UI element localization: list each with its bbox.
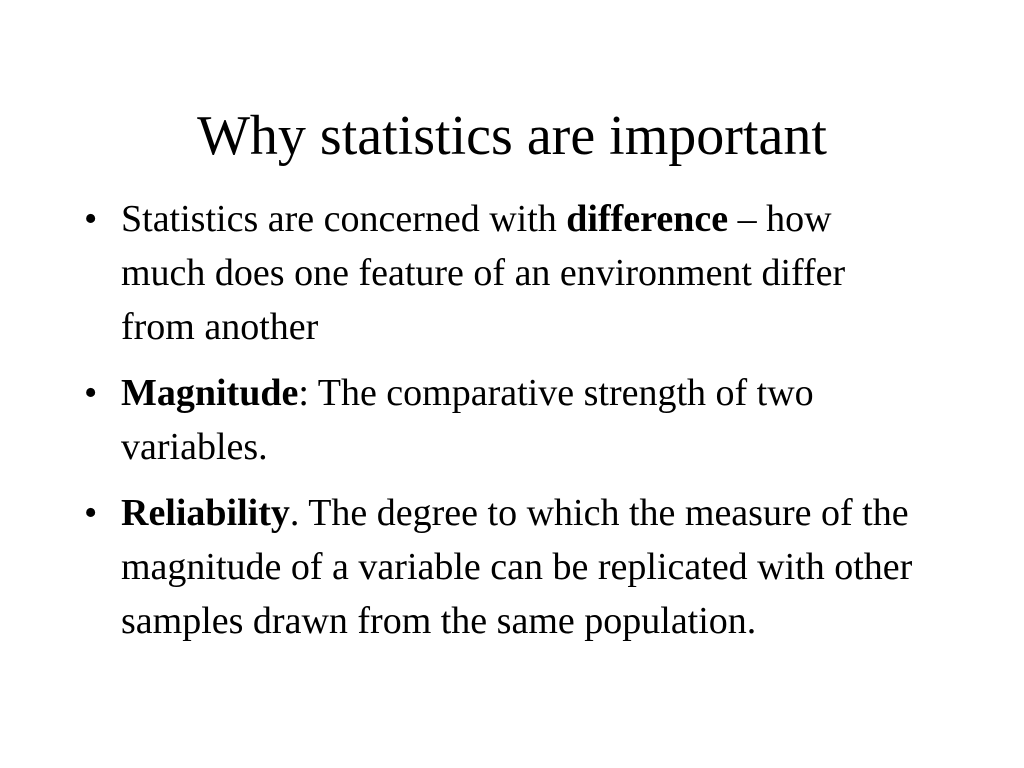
- bullet-text-after: : The comparative strength of two variables.: [121, 372, 814, 468]
- bullet-item-magnitude: [84, 366, 924, 474]
- bullet-dot-icon: •: [84, 492, 98, 534]
- bullet-text-after: – how much does one feature of an environment differ from another: [121, 198, 846, 348]
- bullet-item-reliability: [84, 486, 924, 648]
- bullet-text-before: Statistics are concerned with: [121, 198, 567, 240]
- bullet-text-after: . The degree to which the measure of the magnitude of a variable can be replicated with other samples drawn from the same population.: [121, 492, 913, 642]
- bullet-term-reliability: Reliability: [121, 492, 290, 534]
- bullet-term-difference: difference: [566, 198, 729, 240]
- slide-title: Why statistics are important: [197, 105, 827, 167]
- bullet-item-difference: [84, 192, 924, 354]
- bullet-list: [84, 192, 924, 660]
- bullet-term-magnitude: Magnitude: [121, 372, 299, 414]
- bullet-dot-icon: •: [84, 198, 98, 240]
- bullet-dot-icon: •: [84, 372, 98, 414]
